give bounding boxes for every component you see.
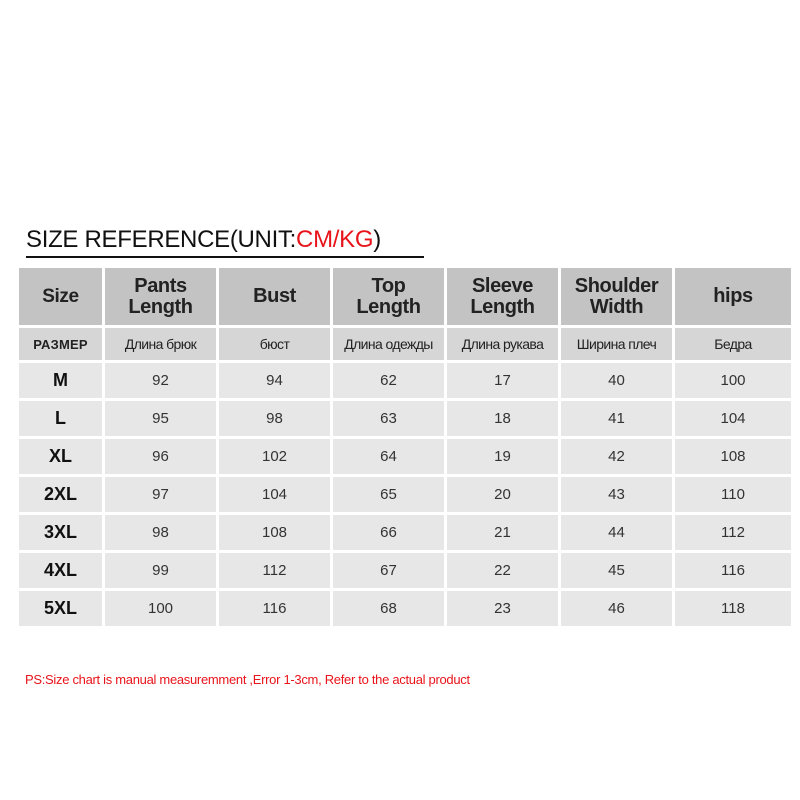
title-suffix: ) bbox=[373, 226, 381, 253]
table-cell-sleeve-length: 19 bbox=[447, 439, 558, 474]
table-cell-sleeve-length: 22 bbox=[447, 553, 558, 588]
table-cell-shoulder-width: 45 bbox=[561, 553, 672, 588]
table-cell-top-length: 67 bbox=[333, 553, 444, 588]
table-cell-top-length: 68 bbox=[333, 591, 444, 626]
table-cell-sleeve-length: 17 bbox=[447, 363, 558, 398]
header-hips: hips bbox=[675, 268, 791, 325]
header-size: Size bbox=[19, 268, 102, 325]
table-cell-sleeve-length: 23 bbox=[447, 591, 558, 626]
title-unit: CM/KG bbox=[296, 226, 374, 253]
table-cell-bust: 116 bbox=[219, 591, 330, 626]
table-cell-bust: 98 bbox=[219, 401, 330, 436]
header-top-length: Top Length bbox=[333, 268, 444, 325]
table-cell-pants-length: 99 bbox=[105, 553, 216, 588]
table-cell-shoulder-width: 44 bbox=[561, 515, 672, 550]
size-label-cell: 3XL bbox=[19, 515, 102, 550]
table-cell-hips: 118 bbox=[675, 591, 791, 626]
title-underline bbox=[26, 256, 424, 258]
table-cell-hips: 116 bbox=[675, 553, 791, 588]
table-cell-hips: 104 bbox=[675, 401, 791, 436]
header-pants-length: Pants Length bbox=[105, 268, 216, 325]
table-cell-sleeve-length: 21 bbox=[447, 515, 558, 550]
size-label-cell: L bbox=[19, 401, 102, 436]
table-cell-hips: 110 bbox=[675, 477, 791, 512]
table-cell-bust: 94 bbox=[219, 363, 330, 398]
table-cell-hips: 108 bbox=[675, 439, 791, 474]
table-cell-shoulder-width: 41 bbox=[561, 401, 672, 436]
subheader-sleeve-length: Длина рукава bbox=[447, 328, 558, 360]
size-label-cell: XL bbox=[19, 439, 102, 474]
table-cell-top-length: 63 bbox=[333, 401, 444, 436]
table-cell-top-length: 65 bbox=[333, 477, 444, 512]
size-label-cell: M bbox=[19, 363, 102, 398]
table-cell-sleeve-length: 18 bbox=[447, 401, 558, 436]
table-cell-pants-length: 100 bbox=[105, 591, 216, 626]
table-cell-shoulder-width: 46 bbox=[561, 591, 672, 626]
table-cell-shoulder-width: 40 bbox=[561, 363, 672, 398]
table-cell-shoulder-width: 42 bbox=[561, 439, 672, 474]
subheader-pants-length: Длина брюк bbox=[105, 328, 216, 360]
table-cell-top-length: 64 bbox=[333, 439, 444, 474]
table-cell-pants-length: 98 bbox=[105, 515, 216, 550]
subheader-bust: бюст bbox=[219, 328, 330, 360]
table-cell-bust: 102 bbox=[219, 439, 330, 474]
table-cell-bust: 104 bbox=[219, 477, 330, 512]
table-cell-top-length: 62 bbox=[333, 363, 444, 398]
subheader-top-length: Длина одежды bbox=[333, 328, 444, 360]
table-cell-hips: 100 bbox=[675, 363, 791, 398]
header-bust: Bust bbox=[219, 268, 330, 325]
header-sleeve-length: Sleeve Length bbox=[447, 268, 558, 325]
table-cell-sleeve-length: 20 bbox=[447, 477, 558, 512]
size-table bbox=[19, 268, 791, 626]
subheader-size: РАЗМЕР bbox=[19, 328, 102, 360]
table-cell-pants-length: 95 bbox=[105, 401, 216, 436]
table-cell-pants-length: 97 bbox=[105, 477, 216, 512]
table-cell-shoulder-width: 43 bbox=[561, 477, 672, 512]
table-cell-hips: 112 bbox=[675, 515, 791, 550]
size-label-cell: 2XL bbox=[19, 477, 102, 512]
title-prefix: SIZE REFERENCE(UNIT: bbox=[26, 226, 297, 253]
header-shoulder-width: Shoulder Width bbox=[561, 268, 672, 325]
table-cell-pants-length: 92 bbox=[105, 363, 216, 398]
subheader-shoulder-width: Ширина плеч bbox=[561, 328, 672, 360]
table-cell-bust: 108 bbox=[219, 515, 330, 550]
table-cell-pants-length: 96 bbox=[105, 439, 216, 474]
table-cell-top-length: 66 bbox=[333, 515, 444, 550]
size-label-cell: 4XL bbox=[19, 553, 102, 588]
measurement-note: PS:Size chart is manual measuremment ,Error 1-3cm, Refer to the actual product bbox=[25, 672, 470, 687]
size-label-cell: 5XL bbox=[19, 591, 102, 626]
table-cell-bust: 112 bbox=[219, 553, 330, 588]
chart-title bbox=[26, 226, 381, 254]
subheader-hips: Бедра bbox=[675, 328, 791, 360]
